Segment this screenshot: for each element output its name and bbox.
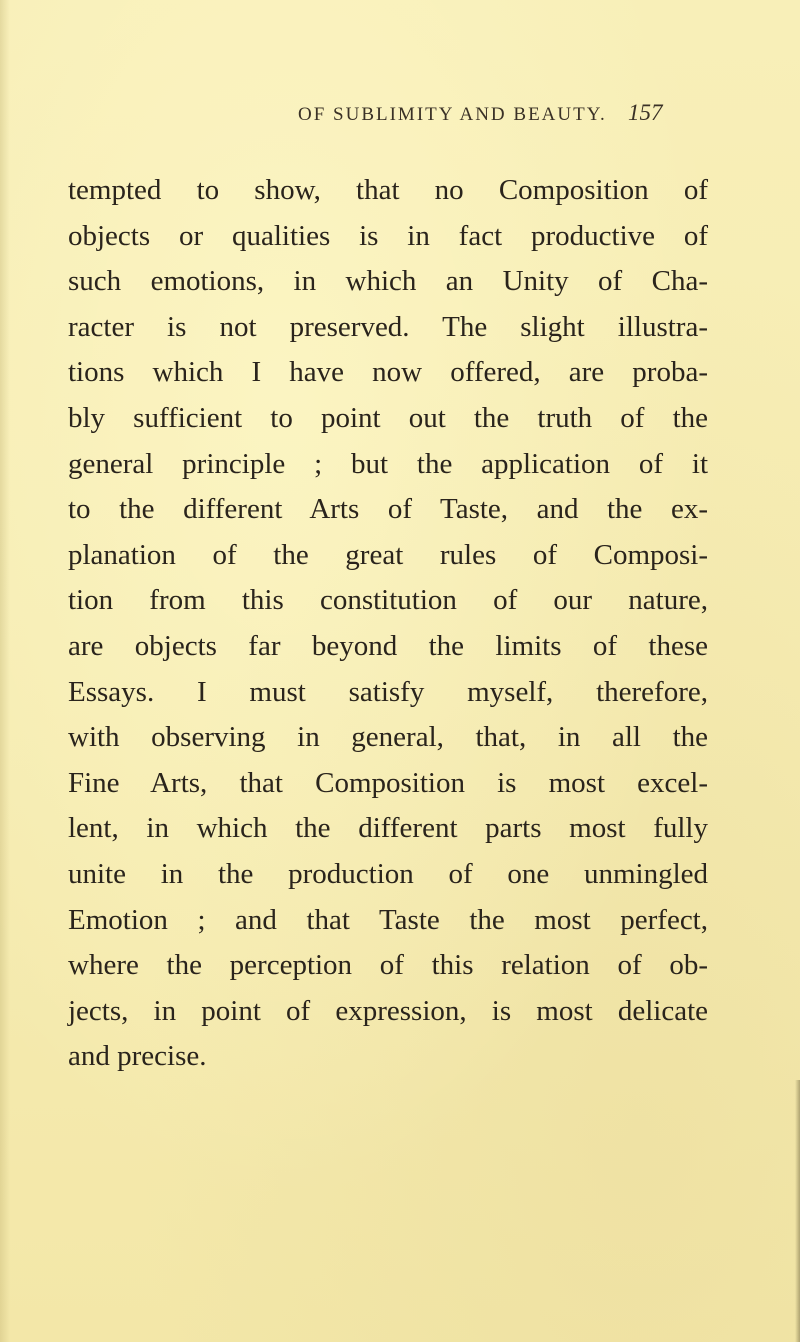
text-line: objects or qualities is in fact productive of — [68, 219, 708, 252]
text-line: planation of the great rules of Composi- — [68, 538, 708, 571]
text-line: tempted to show, that no Composition of — [68, 174, 708, 206]
text-line: tion from this constitution of our nature, — [68, 584, 708, 617]
text-line: with observing in general, that, in all the — [68, 721, 708, 754]
page-edge-shadow — [795, 1080, 800, 1342]
body-text — [68, 168, 708, 1080]
text-line-last: and precise. — [68, 1040, 207, 1073]
text-line: lent, in which the different parts most fully — [68, 812, 708, 845]
text-line: bly sufficient to point out the truth of the — [68, 401, 708, 434]
text-line: such emotions, in which an Unity of Cha- — [68, 265, 708, 298]
running-head: OF SUBLIMITY AND BEAUTY. — [298, 104, 607, 125]
text-line: Emotion ; and that Taste the most perfect, — [68, 903, 708, 936]
text-line: where the perception of this relation of ob- — [68, 949, 708, 982]
text-line: unite in the production of one unmingled — [68, 857, 708, 890]
text-line: general principle ; but the application of it — [68, 447, 708, 480]
page-gutter-shadow — [0, 0, 10, 1342]
text-line: jects, in point of expression, is most delicate — [68, 994, 708, 1027]
text-line: are objects far beyond the limits of these — [68, 629, 708, 662]
page-number: 157 — [628, 100, 663, 125]
text-line: to the different Arts of Taste, and the ex- — [68, 493, 708, 526]
text-line: tions which I have now offered, are proba- — [68, 356, 708, 389]
text-line: Fine Arts, that Composition is most excel- — [68, 766, 708, 799]
text-line: racter is not preserved. The slight illustra- — [68, 310, 708, 343]
text-line: Essays. I must satisfy myself, therefore, — [68, 675, 708, 708]
